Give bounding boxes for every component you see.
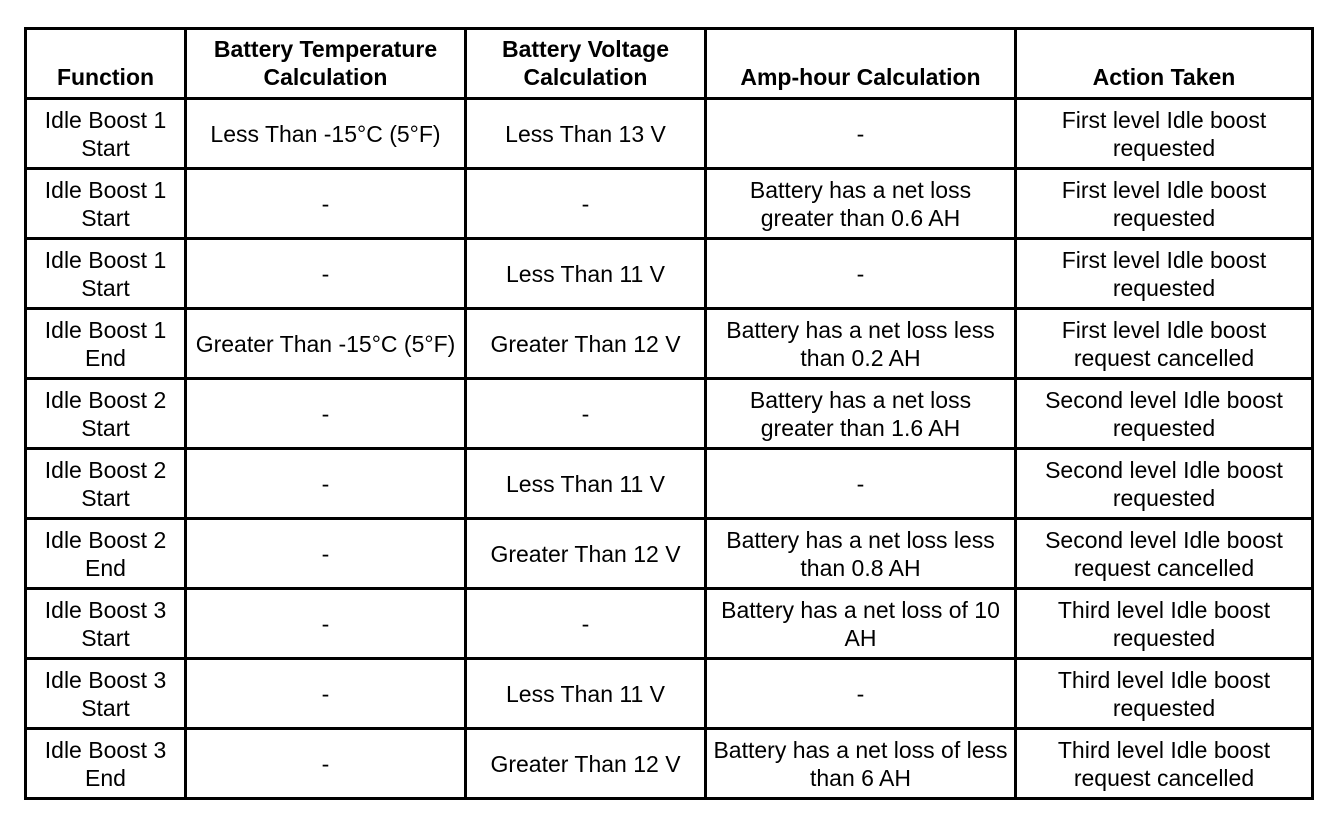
cell-battery-temperature: -: [186, 379, 466, 449]
cell-function: Idle Boost 1 End: [26, 309, 186, 379]
table-header: [26, 29, 1313, 99]
cell-amp-hour: Battery has a net loss greater than 1.6 AH: [706, 379, 1016, 449]
header-amp-hour: Amp-hour Calculation: [706, 29, 1016, 99]
cell-function: Idle Boost 3 Start: [26, 659, 186, 729]
cell-function: Idle Boost 1 Start: [26, 169, 186, 239]
cell-function: Idle Boost 2 Start: [26, 379, 186, 449]
idle-boost-table: [24, 27, 1314, 800]
cell-function: Idle Boost 2 End: [26, 519, 186, 589]
cell-battery-voltage: Less Than 11 V: [466, 239, 706, 309]
table-row: [26, 99, 1313, 169]
cell-battery-voltage: -: [466, 589, 706, 659]
cell-action-taken: First level Idle boost request cancelled: [1016, 309, 1313, 379]
table-row: [26, 519, 1313, 589]
cell-amp-hour: Battery has a net loss of 10 AH: [706, 589, 1016, 659]
cell-action-taken: First level Idle boost requested: [1016, 169, 1313, 239]
header-row: [26, 29, 1313, 99]
table-body: [26, 99, 1313, 799]
table-row: [26, 239, 1313, 309]
cell-action-taken: Second level Idle boost requested: [1016, 449, 1313, 519]
table-row: [26, 169, 1313, 239]
cell-function: Idle Boost 3 Start: [26, 589, 186, 659]
cell-battery-temperature: -: [186, 659, 466, 729]
cell-function: Idle Boost 1 Start: [26, 99, 186, 169]
cell-amp-hour: Battery has a net loss less than 0.2 AH: [706, 309, 1016, 379]
cell-amp-hour: -: [706, 239, 1016, 309]
table-row: [26, 309, 1313, 379]
cell-function: Idle Boost 2 Start: [26, 449, 186, 519]
header-battery-temperature: Battery Temperature Calculation: [186, 29, 466, 99]
cell-amp-hour: -: [706, 99, 1016, 169]
cell-battery-voltage: -: [466, 169, 706, 239]
cell-action-taken: Third level Idle boost requested: [1016, 659, 1313, 729]
cell-amp-hour: Battery has a net loss greater than 0.6 AH: [706, 169, 1016, 239]
cell-amp-hour: -: [706, 659, 1016, 729]
cell-action-taken: First level Idle boost requested: [1016, 99, 1313, 169]
cell-battery-voltage: Greater Than 12 V: [466, 519, 706, 589]
header-battery-voltage: Battery Voltage Calculation: [466, 29, 706, 99]
table-row: [26, 589, 1313, 659]
cell-amp-hour: Battery has a net loss less than 0.8 AH: [706, 519, 1016, 589]
header-action-taken: Action Taken: [1016, 29, 1313, 99]
cell-battery-voltage: Greater Than 12 V: [466, 309, 706, 379]
table-row: [26, 729, 1313, 799]
table-row: [26, 379, 1313, 449]
cell-battery-voltage: Less Than 13 V: [466, 99, 706, 169]
cell-action-taken: First level Idle boost requested: [1016, 239, 1313, 309]
header-function: Function: [26, 29, 186, 99]
cell-battery-voltage: Less Than 11 V: [466, 449, 706, 519]
cell-battery-voltage: Less Than 11 V: [466, 659, 706, 729]
cell-action-taken: Second level Idle boost requested: [1016, 379, 1313, 449]
cell-battery-temperature: -: [186, 449, 466, 519]
cell-amp-hour: -: [706, 449, 1016, 519]
table-row: [26, 659, 1313, 729]
cell-battery-temperature: Less Than -15°C (5°F): [186, 99, 466, 169]
cell-battery-temperature: -: [186, 169, 466, 239]
cell-action-taken: Third level Idle boost requested: [1016, 589, 1313, 659]
cell-action-taken: Third level Idle boost request cancelled: [1016, 729, 1313, 799]
cell-battery-temperature: Greater Than -15°C (5°F): [186, 309, 466, 379]
cell-battery-voltage: Greater Than 12 V: [466, 729, 706, 799]
cell-amp-hour: Battery has a net loss of less than 6 AH: [706, 729, 1016, 799]
cell-battery-temperature: -: [186, 519, 466, 589]
cell-battery-temperature: -: [186, 239, 466, 309]
cell-battery-voltage: -: [466, 379, 706, 449]
cell-function: Idle Boost 1 Start: [26, 239, 186, 309]
cell-battery-temperature: -: [186, 589, 466, 659]
cell-battery-temperature: -: [186, 729, 466, 799]
table-row: [26, 449, 1313, 519]
cell-function: Idle Boost 3 End: [26, 729, 186, 799]
cell-action-taken: Second level Idle boost request cancelled: [1016, 519, 1313, 589]
